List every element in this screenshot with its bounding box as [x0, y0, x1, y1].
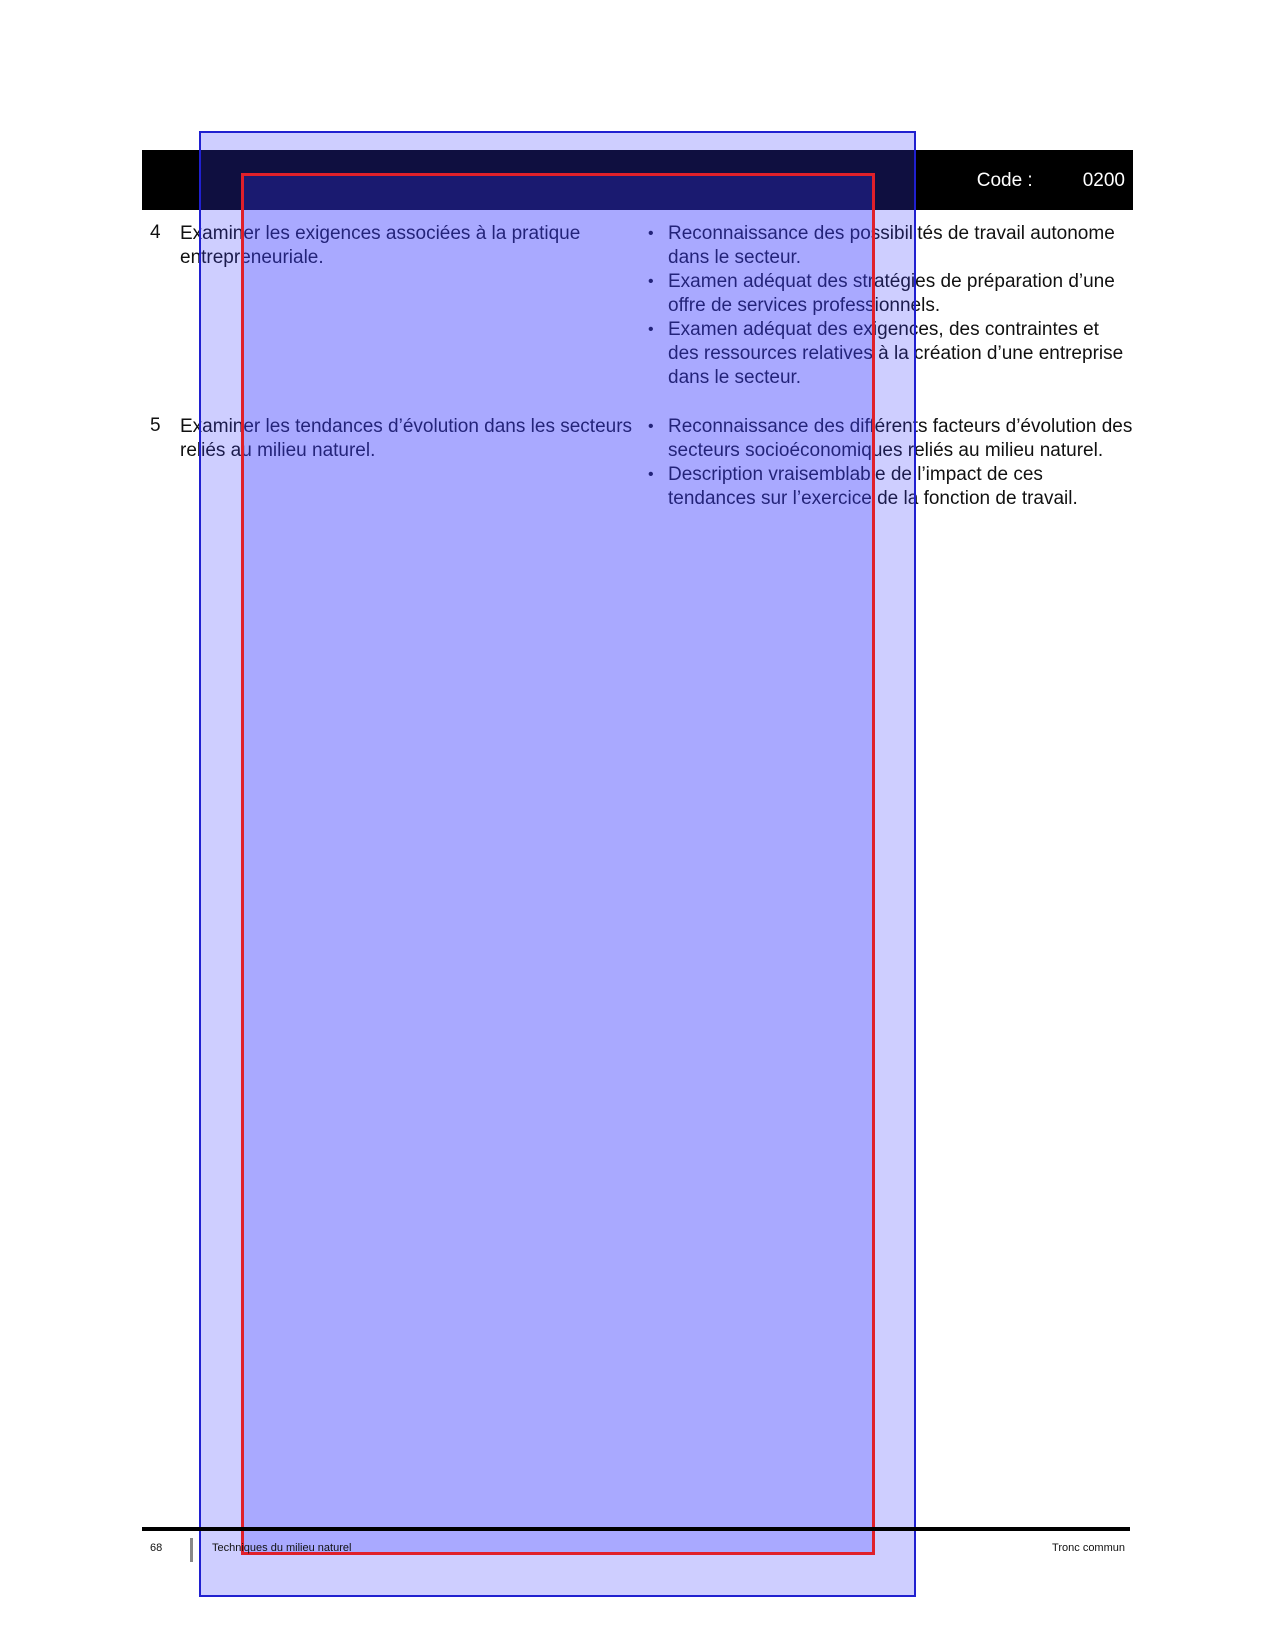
bullet-icon: •: [648, 225, 654, 242]
bullet-icon: •: [648, 466, 654, 483]
code-value: 0200: [1082, 170, 1125, 191]
competency-code: [977, 170, 1125, 192]
bullet-icon: •: [648, 418, 654, 435]
criterion-text: Examen adéquat des exigences, des contraintes et des ressources relatives à la création d’une entreprise dans le secteur.: [668, 319, 1124, 388]
footer-rule: [142, 1527, 1130, 1531]
section-title: Tronc commun: [1052, 1542, 1125, 1554]
footer-divider: [190, 1538, 193, 1562]
item-number: 4: [150, 222, 161, 243]
page-footer: [150, 1542, 1125, 1560]
page-number: 68: [150, 1542, 163, 1554]
criterion-text: Reconnaissance des différents facteurs d’évolution des secteurs socioéconomiques reliés au milieu naturel.: [668, 416, 1133, 461]
item-text: Examiner les exigences associées à la pratique entrepreneuriale.: [180, 223, 581, 268]
item-number: 5: [150, 415, 161, 436]
bullet-icon: •: [648, 273, 654, 290]
program-title: Techniques du milieu naturel: [212, 1542, 352, 1554]
item-text: Examiner les tendances d’évolution dans les secteurs reliés au milieu naturel.: [180, 416, 633, 461]
bullet-icon: •: [648, 321, 654, 338]
code-label: Code :: [976, 170, 1033, 191]
criterion-text: Examen adéquat des stratégies de préparation d’une offre de services professionnels.: [668, 271, 1115, 316]
criterion-text: Description vraisemblable de l’impact de ces tendances sur l’exercice de la fonction de travail.: [668, 464, 1078, 509]
criterion-text: Reconnaissance des possibilités de travail autonome dans le secteur.: [668, 223, 1115, 268]
selection-overlay-inner: [241, 173, 875, 1555]
